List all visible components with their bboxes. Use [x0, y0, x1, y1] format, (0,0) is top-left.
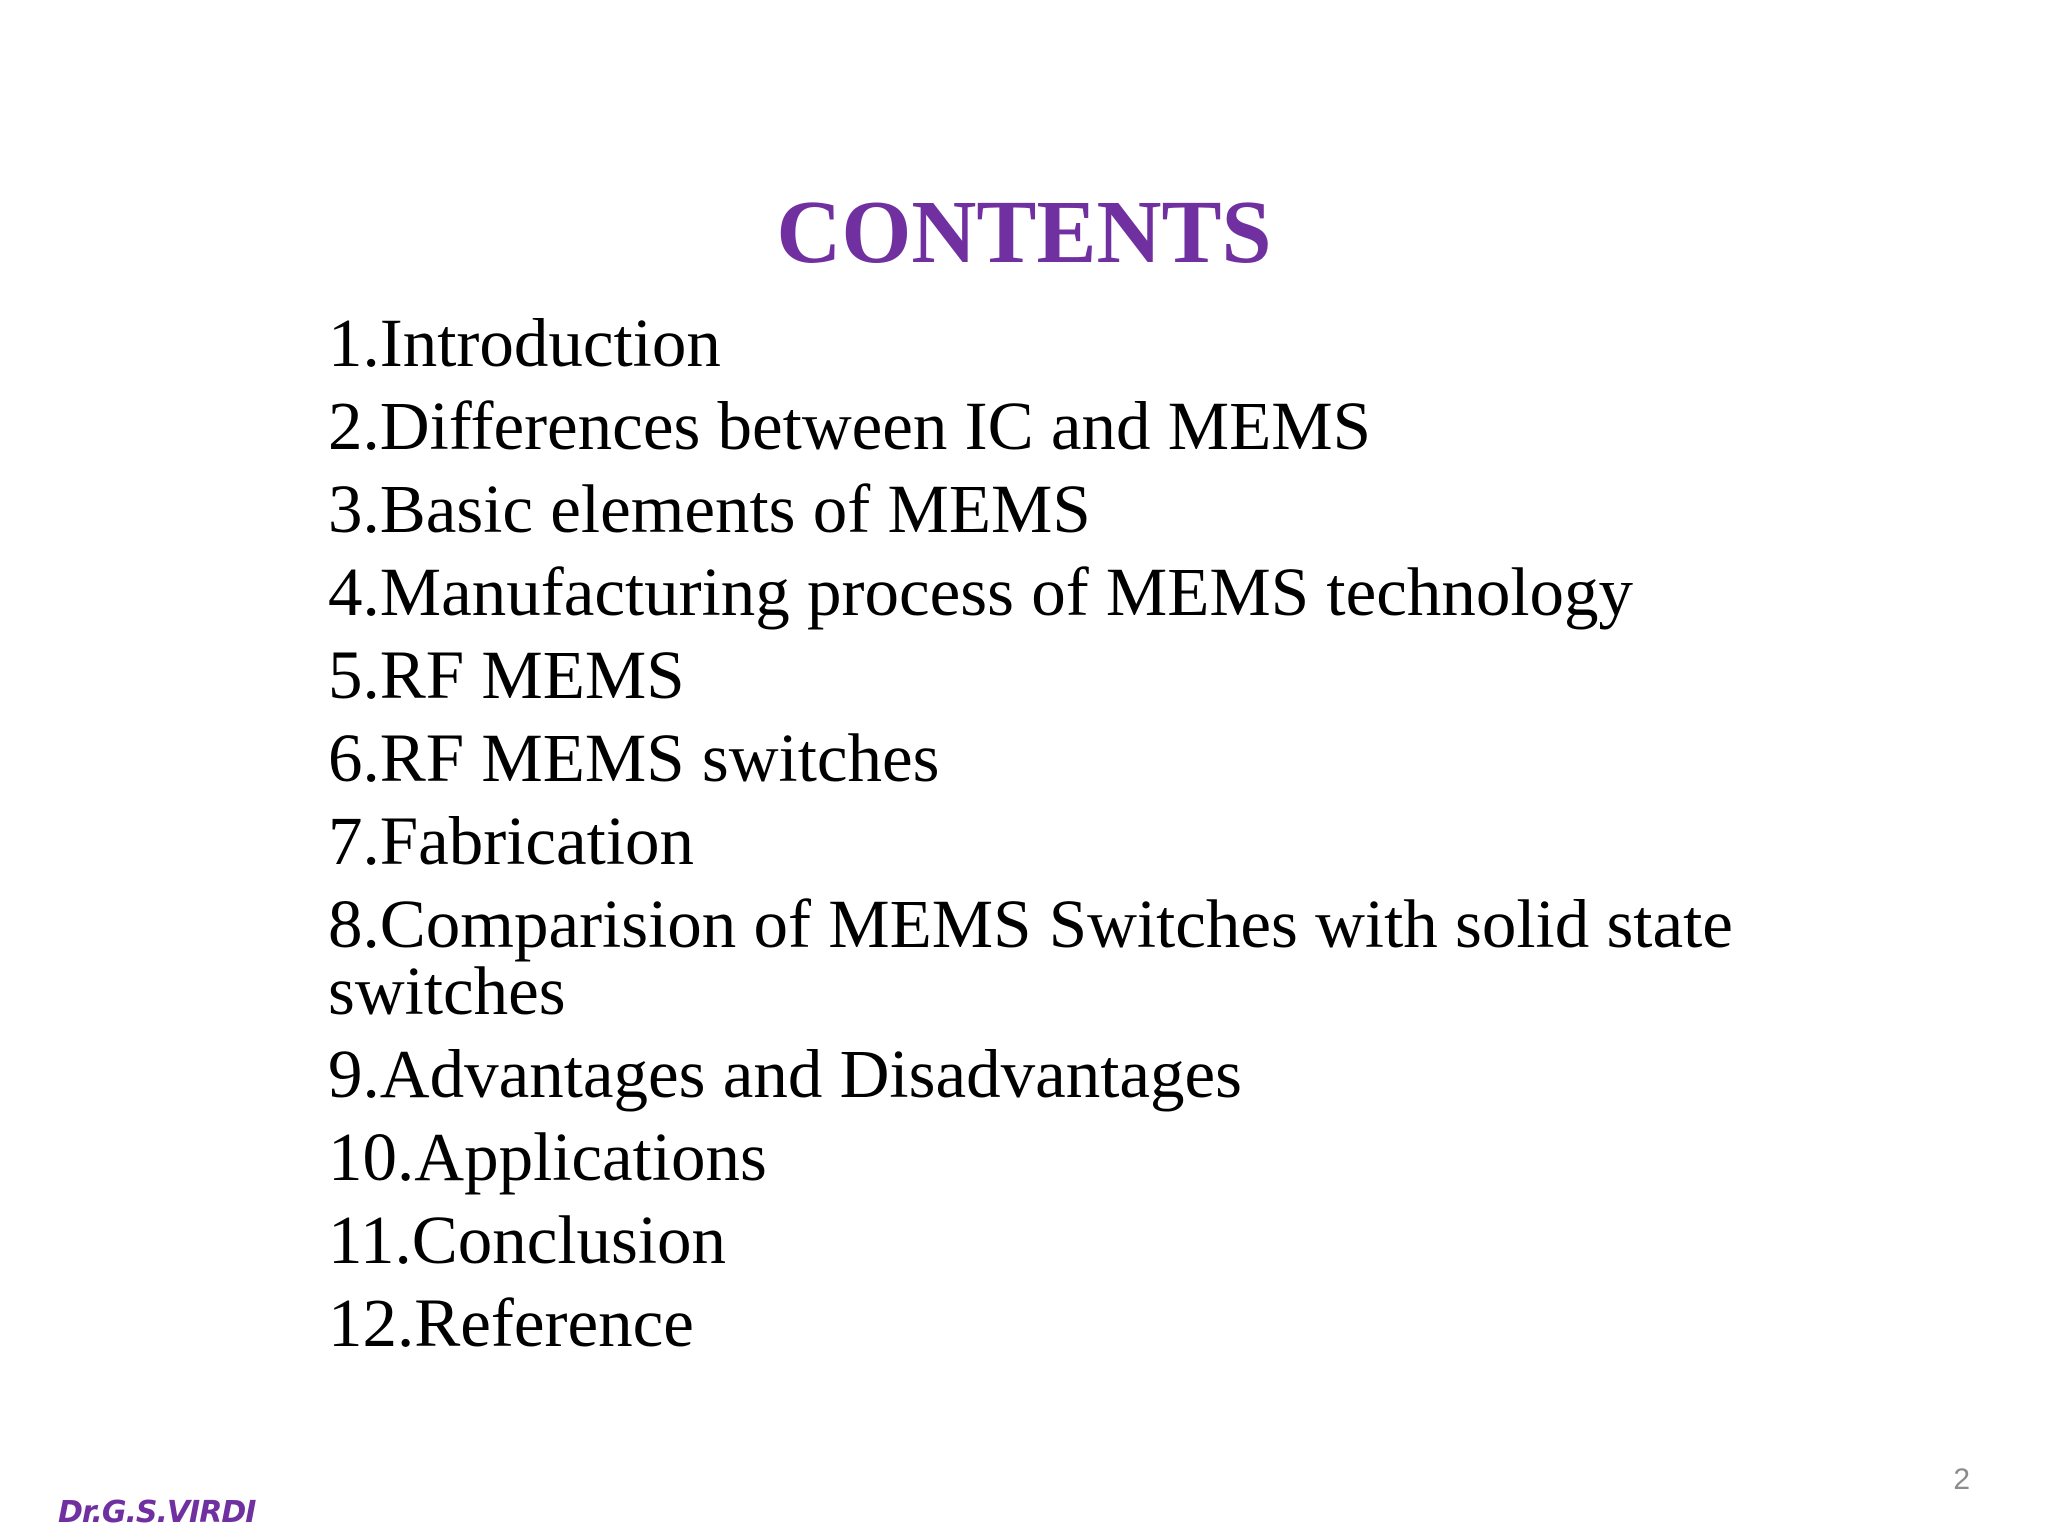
page-number: 2	[1953, 1463, 1970, 1496]
contents-item-rf-mems: 5.RF MEMS	[328, 637, 685, 713]
author-credit: Dr.G.S.VIRDI	[58, 1495, 256, 1530]
contents-item-rf-mems-switches: 6.RF MEMS switches	[328, 720, 940, 796]
contents-item-applications: 10.Applications	[328, 1119, 767, 1195]
contents-item-fabrication: 7.Fabrication	[328, 803, 694, 879]
contents-item-introduction: 1.Introduction	[328, 305, 721, 381]
contents-item-conclusion: 11.Conclusion	[328, 1202, 727, 1278]
contents-item-advantages: 9.Advantages and Disadvantages	[328, 1036, 1242, 1112]
slide-title: CONTENTS	[776, 183, 1272, 282]
contents-item-reference: 12.Reference	[328, 1285, 694, 1361]
contents-list	[328, 302, 1758, 1365]
contents-item-manufacturing-process: 4.Manufacturing process of MEMS technology	[328, 554, 1634, 630]
contents-item-basic-elements: 3.Basic elements of MEMS	[328, 471, 1091, 547]
contents-item-differences: 2.Differences between IC and MEMS	[328, 388, 1372, 464]
contents-item-comparison: 8.Comparision of MEMS Switches with solid state switches	[328, 886, 1733, 1029]
